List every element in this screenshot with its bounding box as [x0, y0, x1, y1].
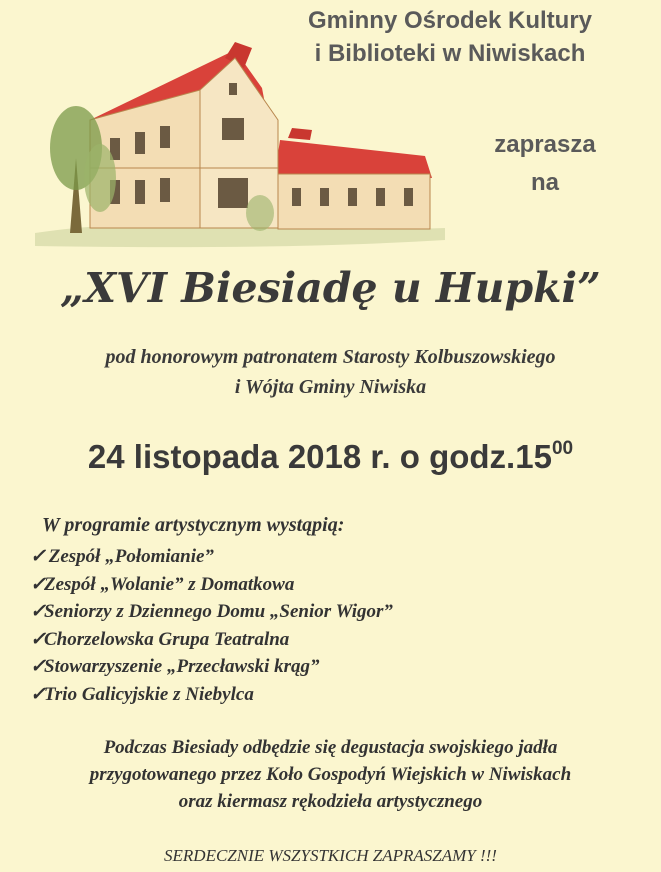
cultural-center-building-illustration	[30, 28, 450, 258]
patronage-text	[0, 342, 661, 402]
performer-name: Stowarzyszenie „Przecławski krąg”	[44, 656, 320, 677]
description-line-2: przygotowanego przez Koło Gospodyń Wiejskich w Niwiskach	[89, 764, 572, 785]
invitation-text	[470, 126, 620, 202]
list-item	[30, 571, 393, 599]
performer-name: Chorzelowska Grupa Teatralna	[44, 628, 290, 650]
performer-name: Zespół „Połomianie”	[48, 546, 214, 567]
performer-name: Seniorzy z Dziennego Domu „Senior Wigor”	[44, 601, 393, 622]
description-line-1: Podczas Biesiady odbędzie się degustacja swojskiego jadła	[103, 737, 558, 758]
event-description	[0, 734, 661, 815]
performer-name: Trio Galicyjskie z Niebylca	[44, 683, 254, 705]
event-date: 24 listopada 2018 r. o godz.15	[87, 438, 552, 475]
list-item	[30, 681, 393, 709]
program-heading: W programie artystycznym wystąpią:	[42, 514, 345, 536]
closing-invitation: SERDECZNIE WSZYSTKICH ZAPRASZAMY !!!	[164, 846, 497, 865]
invite-line-1: zaprasza	[494, 131, 596, 158]
event-time-minutes: 00	[551, 438, 574, 459]
patronage-line-2: i Wójta Gminy Niwiska	[234, 376, 427, 398]
list-item	[30, 543, 393, 571]
check-icon: ✓	[30, 573, 46, 595]
list-item	[30, 626, 393, 654]
performer-name: Zespół „Wolanie” z Domatkowa	[44, 573, 295, 595]
check-icon: ✓	[30, 601, 46, 622]
check-icon: ✓	[30, 628, 46, 650]
invite-line-2: na	[530, 169, 559, 196]
list-item	[30, 653, 393, 681]
check-icon: ✓	[30, 656, 46, 677]
list-item	[30, 598, 393, 626]
patronage-line-1: pod honorowym patronatem Starosty Kolbuszowskiego	[105, 346, 556, 368]
performers-list	[30, 543, 393, 708]
check-icon: ✓	[30, 546, 46, 567]
organizer-line-1: Gminny Ośrodek Kultury	[307, 7, 593, 34]
event-date-time	[0, 432, 661, 482]
event-title: „XVI Biesiadę u Hupki”	[60, 264, 601, 312]
description-line-3: oraz kiermasz rękodzieła artystycznego	[178, 791, 483, 812]
organizer-line-2: i Biblioteki w Niwiskach	[314, 40, 586, 67]
check-icon: ✓	[30, 683, 46, 705]
